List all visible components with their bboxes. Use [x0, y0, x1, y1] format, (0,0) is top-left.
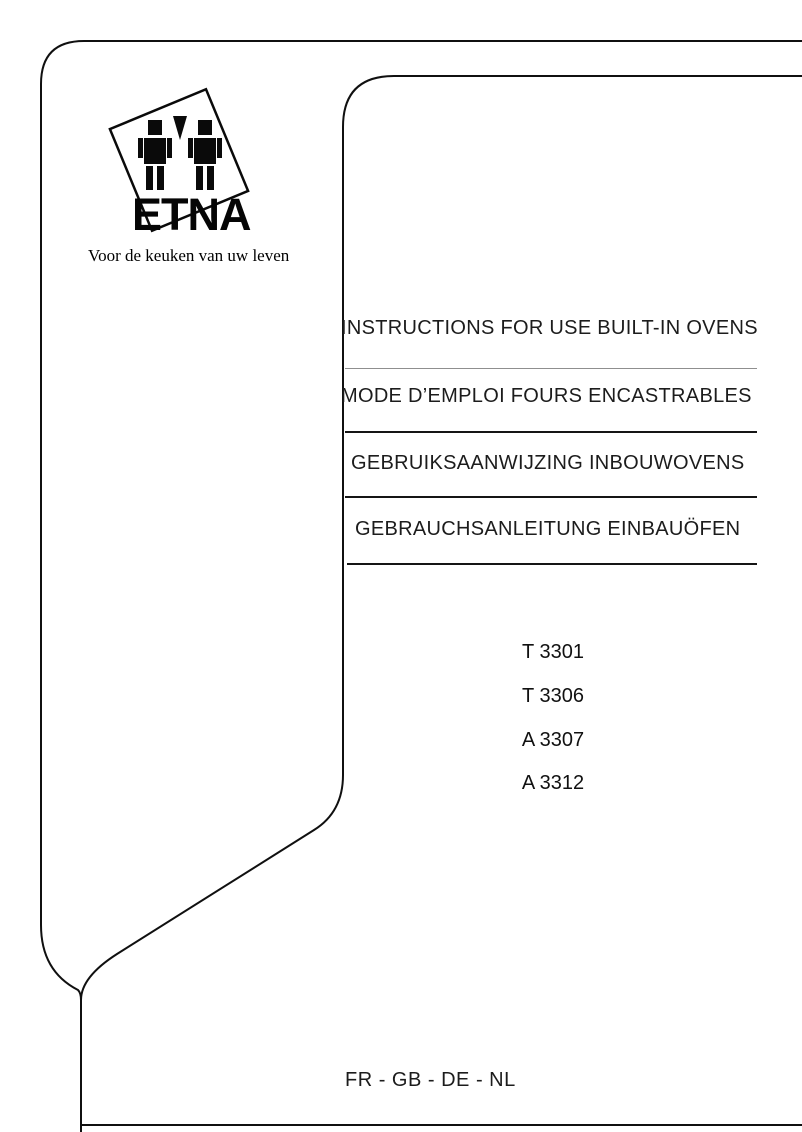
title-en: INSTRUCTIONS FOR USE BUILT-IN OVENS	[341, 317, 758, 339]
title-underline-1	[345, 368, 757, 369]
model-number-2: T 3306	[522, 685, 584, 707]
model-number-3: A 3307	[521, 729, 585, 751]
title-de: GEBRAUCHSANLEITUNG EINBAUÖFEN	[355, 518, 741, 540]
model-number-1: T 3301	[522, 641, 584, 663]
logo-figures-icon	[138, 116, 222, 190]
title-nl: GEBRUIKSAANWIJZING INBOUWOVENS	[351, 452, 745, 474]
etna-logo	[80, 70, 310, 255]
logo-pennant-icon	[173, 116, 187, 140]
title-fr: MODE D’EMPLOI FOURS ENCASTRABLES	[341, 385, 752, 407]
title-underline-2	[345, 431, 757, 433]
logo-wordmark: ETNA	[132, 189, 251, 240]
model-number-4: A 3312	[521, 772, 585, 794]
title-underline-4	[347, 563, 757, 565]
brand-tagline: Voor de keuken van uw leven	[88, 246, 290, 265]
language-codes: FR - GB - DE - NL	[345, 1069, 516, 1091]
title-underline-3	[345, 496, 757, 498]
